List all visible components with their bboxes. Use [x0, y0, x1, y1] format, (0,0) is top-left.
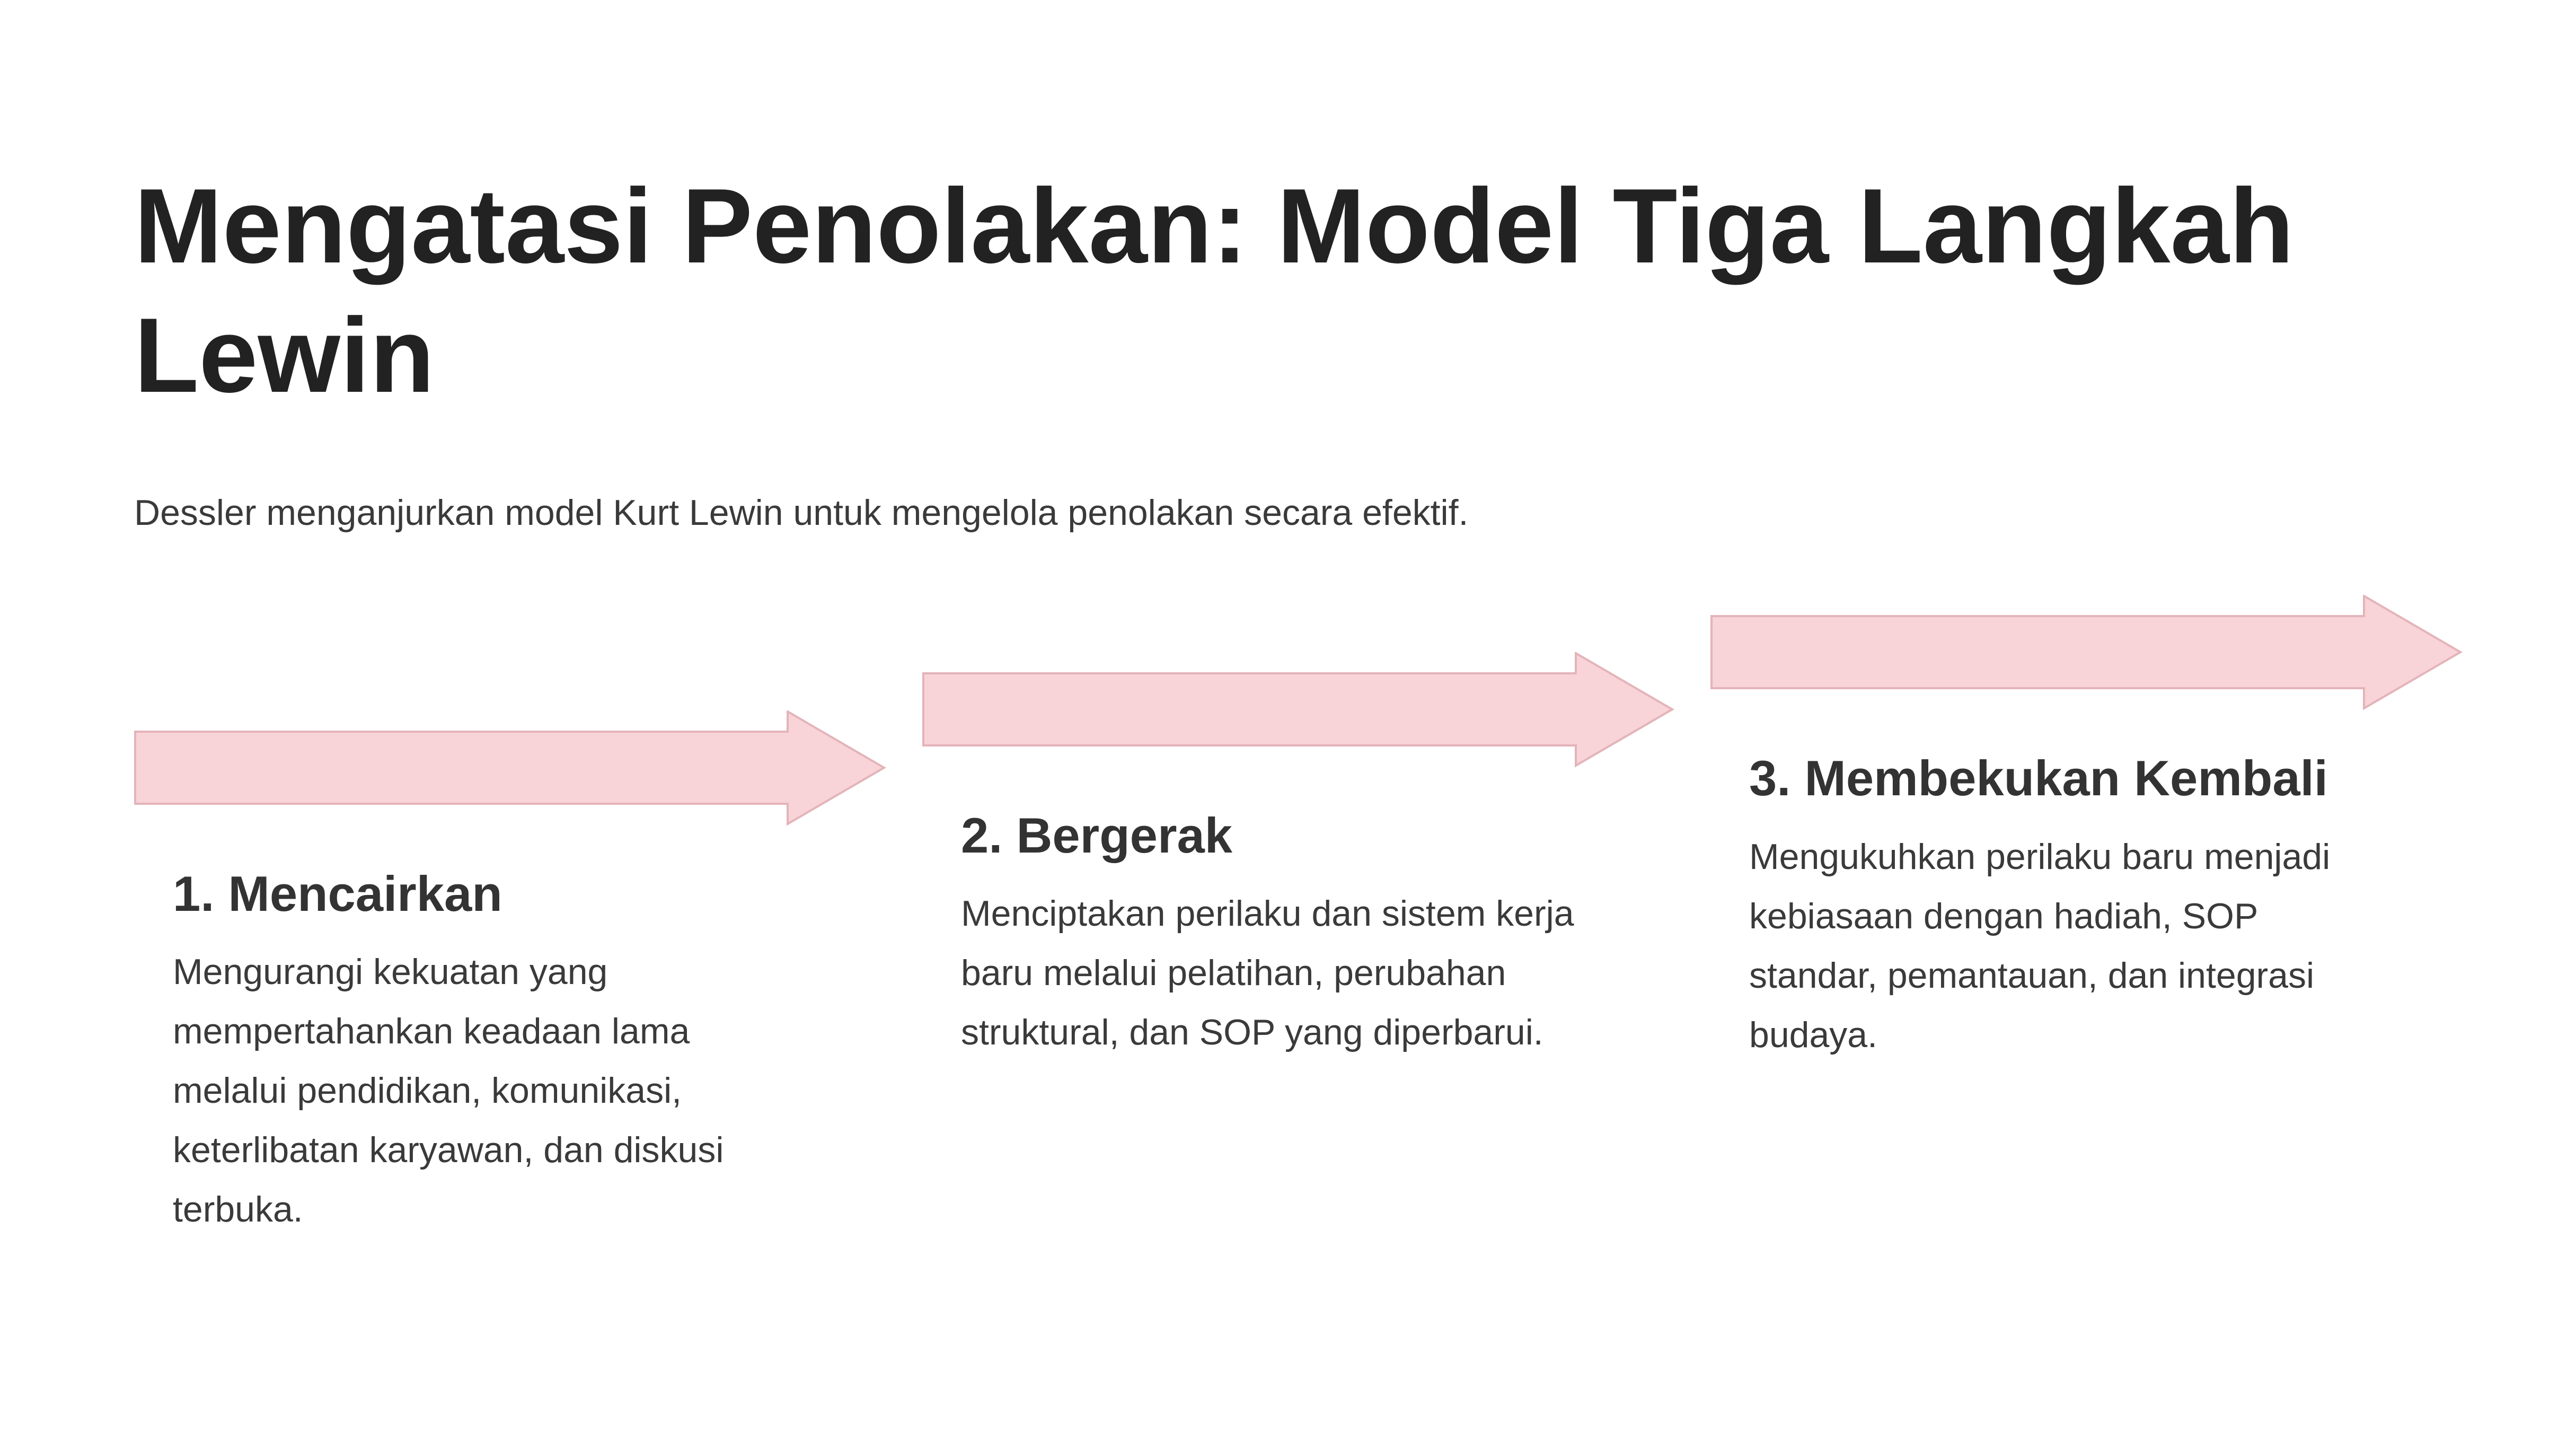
- step-2-arrow-icon: [922, 652, 1680, 779]
- step-3-description: Mengukuhkan perilaku baru menjadi kebiasaan dengan hadiah, SOP standar, pemantauan, dan integrasi budaya.: [1749, 837, 2331, 1055]
- step-1-arrow-icon: [134, 710, 892, 838]
- step-1-title: 1. Mencairkan: [173, 866, 502, 921]
- page-subtitle: Dessler menganjurkan model Kurt Lewin untuk mengelola penolakan secara efektif.: [134, 493, 1469, 533]
- page-title: Mengatasi Penolakan: Model Tiga Langkah Lewin: [134, 167, 2294, 415]
- step-3-arrow-icon: [1710, 595, 2468, 722]
- step-2-description: Menciptakan perilaku dan sistem kerja baru melalui pelatihan, perubahan struktural, dan SOP yang diperbarui.: [961, 893, 1574, 1052]
- step-2-title: 2. Bergerak: [961, 807, 1233, 863]
- step-1-description: Mengurangi kekuatan yang mempertahankan keadaan lama melalui pendidikan, komunikasi, keterlibatan karyawan, dan diskusi terbuka.: [173, 952, 724, 1230]
- step-3-title: 3. Membekukan Kembali: [1749, 750, 2328, 806]
